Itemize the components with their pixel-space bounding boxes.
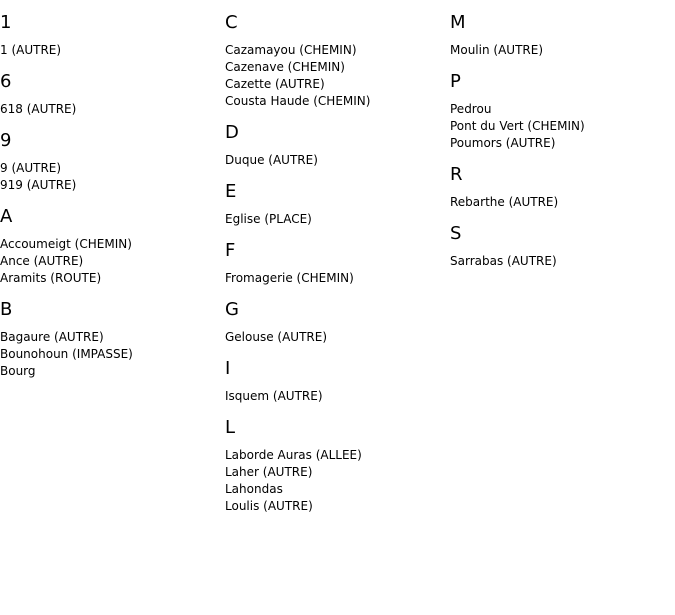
letter-section — [0, 206, 220, 287]
letter-section — [0, 130, 220, 194]
letter-heading: M — [450, 12, 466, 33]
letter-heading: B — [0, 299, 13, 320]
street-list — [225, 270, 445, 287]
street-item: Bagaure (AUTRE) — [0, 330, 104, 344]
letter-section — [450, 12, 670, 59]
street-list — [225, 42, 445, 110]
street-item: 919 (AUTRE) — [0, 178, 77, 192]
street-item: Fromagerie (CHEMIN) — [225, 271, 354, 285]
letter-section — [450, 164, 670, 211]
letter-heading: R — [450, 164, 463, 185]
street-item: Pedrou — [450, 102, 492, 116]
street-list — [225, 329, 445, 346]
street-item: Lahondas — [225, 482, 283, 496]
street-list — [225, 388, 445, 405]
letter-heading: G — [225, 299, 239, 320]
street-item: Isquem (AUTRE) — [225, 389, 323, 403]
street-item: Bounohoun (IMPASSE) — [0, 347, 133, 361]
letter-section — [225, 240, 445, 287]
letter-section — [450, 223, 670, 270]
letter-heading: 6 — [0, 71, 12, 92]
letter-section — [225, 299, 445, 346]
street-item: Moulin (AUTRE) — [450, 43, 543, 57]
letter-section — [225, 181, 445, 228]
letter-section — [450, 71, 670, 152]
street-list — [225, 447, 445, 515]
letter-heading: S — [450, 223, 462, 244]
street-item: 618 (AUTRE) — [0, 102, 77, 116]
street-item: Eglise (PLACE) — [225, 212, 312, 226]
letter-section — [225, 12, 445, 110]
street-item: 1 (AUTRE) — [0, 43, 62, 57]
street-index-column-3 — [450, 12, 670, 282]
street-item: Loulis (AUTRE) — [225, 499, 313, 513]
street-item: Bourg — [0, 364, 36, 378]
street-item: 9 (AUTRE) — [0, 161, 62, 175]
letter-heading: A — [0, 206, 13, 227]
letter-section — [225, 122, 445, 169]
street-list — [0, 101, 220, 118]
street-item: Aramits (ROUTE) — [0, 271, 102, 285]
street-item: Accoumeigt (CHEMIN) — [0, 237, 132, 251]
street-list — [450, 194, 670, 211]
street-item: Ance (AUTRE) — [0, 254, 84, 268]
street-item: Cazamayou (CHEMIN) — [225, 43, 357, 57]
letter-heading: F — [225, 240, 236, 261]
street-item: Cazette (AUTRE) — [225, 77, 325, 91]
street-list — [450, 42, 670, 59]
letter-heading: 9 — [0, 130, 12, 151]
letter-section — [225, 358, 445, 405]
letter-heading: C — [225, 12, 238, 33]
street-list — [0, 160, 220, 194]
street-list — [0, 42, 220, 59]
street-list — [450, 253, 670, 270]
street-item: Cousta Haude (CHEMIN) — [225, 94, 371, 108]
letter-section — [225, 417, 445, 515]
street-index-column-1 — [0, 12, 220, 392]
street-item: Gelouse (AUTRE) — [225, 330, 328, 344]
letter-section — [0, 12, 220, 59]
street-item: Cazenave (CHEMIN) — [225, 60, 345, 74]
street-item: Pont du Vert (CHEMIN) — [450, 119, 585, 133]
street-list — [0, 329, 220, 380]
street-item: Poumors (AUTRE) — [450, 136, 556, 150]
letter-heading: P — [450, 71, 461, 92]
street-list — [450, 101, 670, 152]
letter-section — [0, 71, 220, 118]
street-item: Laborde Auras (ALLEE) — [225, 448, 362, 462]
letter-section — [0, 299, 220, 380]
street-item: Rebarthe (AUTRE) — [450, 195, 559, 209]
street-item: Sarrabas (AUTRE) — [450, 254, 557, 268]
letter-heading: L — [225, 417, 236, 438]
street-list — [225, 211, 445, 228]
street-index-column-2 — [225, 12, 445, 527]
street-list — [225, 152, 445, 169]
letter-heading: I — [225, 358, 231, 379]
letter-heading: D — [225, 122, 239, 143]
letter-heading: E — [225, 181, 237, 202]
street-item: Duque (AUTRE) — [225, 153, 318, 167]
street-item: Laher (AUTRE) — [225, 465, 313, 479]
street-list — [0, 236, 220, 287]
letter-heading: 1 — [0, 12, 12, 33]
